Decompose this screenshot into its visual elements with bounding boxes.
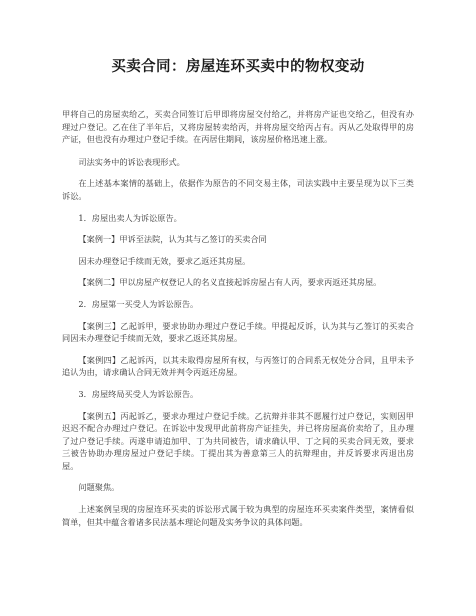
case-two-paragraph: 【案例二】甲以房屋产权登记人的名义直接起诉房屋占有人丙，要求丙返还其房屋。 [78, 277, 382, 288]
case-three-paragraph: 【案例三】乙起诉甲，要求协助办理过户登记手续。甲提起反诉，认为其与乙签订的买卖合同因未办理登记手续而无效，要求乙返还其房屋。 [62, 320, 414, 344]
case-five-paragraph: 【案例五】丙起诉乙，要求办理过户登记手续。乙抗辩并非其不愿履行过户登记，实则因甲迟迟不配合办理过户登记。在诉讼中发现甲此前将房产证挂失，并已将房屋高价卖给了，且办理了过户登记手续。丙遂申请追加甲、丁为共同被告，请求确认甲、丁之间的买卖合同无效，要求三被告协助办理房屋过户登记手续。丁提出其为善意第三人的抗辩理由，并反诉要求丙退出房屋。 [62, 410, 414, 471]
section-heading-litigation-forms: 司法实务中的诉讼表现形式。 [78, 156, 185, 167]
subheading-final-buyer-plaintiff: 3．房屋终局买受人为诉讼原告。 [78, 388, 199, 399]
section-heading-problem-focus: 问题聚焦。 [78, 482, 120, 493]
document-title: 买卖合同：房屋连环买卖中的物权变动 [111, 58, 365, 75]
subheading-first-buyer-plaintiff: 2．房屋第一买受人为诉讼原告。 [78, 298, 199, 309]
case-one-continued-paragraph: 因未办理登记手续而无效，要求乙返还其房屋。 [78, 255, 251, 266]
case-one-paragraph: 【案例一】甲诉至法院，认为其与乙签订的买卖合同 [78, 234, 267, 245]
conclusion-paragraph: 上述案例呈现的房屋连环买卖的诉讼形式属于较为典型的房屋连环买卖案件类型，案情看似简单，但其中蕴含着诸多民法基本理论问题及实务争议的具体问题。 [62, 504, 414, 527]
subheading-seller-plaintiff: 1．房屋出卖人为诉讼原告。 [78, 212, 182, 223]
case-facts-paragraph: 甲将自己的房屋卖给乙，买卖合同签订后甲即将房屋交付给乙，并将房产证也交给乙，但没有办理过户登记。乙在住了半年后，又将房屋转卖给丙，并将房屋交给丙占有。丙从乙处取得甲的房产证，但也没有办理过户登记手续。在丙居住期间，该房屋价格迅速上涨。 [62, 109, 414, 145]
intro-paragraph: 在上述基本案情的基础上，依据作为原告的不同交易主体，司法实践中主要呈现为以下三类诉讼。 [62, 178, 414, 201]
case-four-paragraph: 【案例四】乙起诉丙，以其未取得房屋所有权，与丙签订的合同系无权处分合同，且甲未予追认为由，请求确认合同无效并判令丙返还房屋。 [62, 354, 414, 378]
